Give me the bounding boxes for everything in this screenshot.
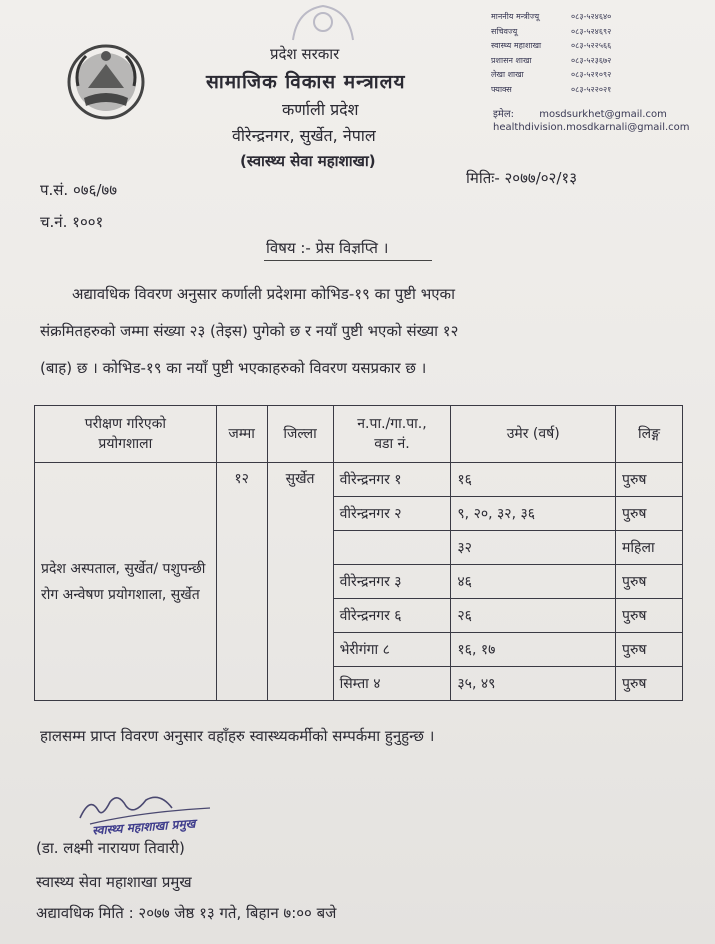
table-row [35,463,683,497]
age-cell: २६ [451,599,616,633]
paragraph-line: अद्यावधिक विवरण अनुसार कर्णाली प्रदेशमा कोभिड-१९ का पुष्टी भएका [72,285,455,303]
gender-cell: पुरुष [616,599,683,633]
government-title: प्रदेश सरकार [270,45,340,63]
ministry-title: सामाजिक विकास मन्त्रालय [206,71,406,93]
dispatch-number: च.नं. १००१ [40,213,104,231]
contact-row: प्रशासन शाखा ०८३-५२३६७२ [491,55,612,65]
ward-cell: वीरेन्द्रनगर २ [333,497,451,531]
lab-cell: प्रदेश अस्पताल, सुर्खेत/ पशुपन्छी रोग अन्वेषण प्रयोगशाला, सुर्खेत [35,463,217,701]
contact-row: फ्याक्स ०८३-५२२०२१ [491,84,612,94]
header-age: उमेर (वर्ष) [451,406,616,463]
header-ward: न.पा./गा.पा., वडा नं. [333,406,451,463]
email-2: healthdivision.mosdkarnali@gmail.com [493,122,690,133]
gender-cell: पुरुष [616,667,683,701]
paragraph-line: संक्रमितहरुको जम्मा संख्या २३ (तेइस) पुगेको छ र नयाँ पुष्टी भएको संख्या १२ [40,322,459,340]
ward-cell: भेरीगंगा ८ [333,633,451,667]
gender-cell: पुरुष [616,497,683,531]
contact-list [491,10,611,98]
gender-cell: पुरुष [616,565,683,599]
age-cell: ४६ [451,565,616,599]
header-lab: परीक्षण गरिएको प्रयोगशाला [35,406,217,463]
issue-date: मितिः- २०७७/०२/१३ [466,169,578,187]
gender-cell: पुरुष [616,463,683,497]
province-name: कर्णाली प्रदेश [282,100,359,119]
contact-row: स्वास्थ्य महाशाखा ०८३-५२२५६६ [491,41,612,51]
email-label: इमेल: [493,109,515,120]
email-primary [493,106,667,120]
contact-status-note: हालसम्म प्राप्त विवरण अनुसार वहाँहरु स्वास्थ्यकर्मीको सम्पर्कमा हुनुहुन्छ । [40,727,435,745]
gender-cell: महिला [616,531,683,565]
contact-row: माननीय मन्त्रीज्यू ०८३-५२४६४० [491,12,612,21]
updated-date: अद्यावधिक मिति : २०७७ जेष्ठ १३ गते, बिहान ७:०० बजे [36,904,337,922]
ward-cell: वीरेन्द्रनगर ३ [333,565,451,599]
subject-underline [264,260,432,261]
age-cell: ३२ [451,531,616,565]
age-cell: ९, २०, ३२, ३६ [451,497,616,531]
ward-cell: वीरेन्द्रनगर ६ [333,599,451,633]
office-address: वीरेन्द्रनगर, सुर्खेत, नेपाल [232,126,376,145]
nepal-emblem-icon [64,38,148,122]
signature-stamp-title: स्वास्थ्य महाशाखा प्रमुख [91,816,196,838]
signatory-name: (डा. लक्ष्मी नारायण तिवारी) [36,839,185,857]
contact-row: सचिवज्यू ०८३-५२४६९२ [491,26,612,36]
subject-heading: विषय :- प्रेस विज्ञप्ति । [266,239,389,257]
district-cell: सुर्खेत [267,463,333,701]
email-1: mosdsurkhet@gmail.com [539,109,667,120]
contact-row: लेखा शाखा ०८३-५२१०९२ [491,70,612,80]
total-cell: १२ [216,463,267,701]
signatory-post: स्वास्थ्य सेवा महाशाखा प्रमुख [36,873,192,891]
age-cell: १६, १७ [451,633,616,667]
gender-cell: पुरुष [616,633,683,667]
body-paragraph [40,276,690,387]
header-gender: लिङ्ग [616,406,683,463]
ward-cell [333,531,451,565]
ward-cell: सिम्ता ४ [333,667,451,701]
age-cell: ३५, ४९ [451,667,616,701]
faded-stamp-icon [283,0,363,46]
division-name: (स्वास्थ्य सेवा महाशाखा) [240,152,376,170]
table-header-row [35,406,683,463]
cases-table [34,405,683,701]
age-cell: १६ [451,463,616,497]
header-district: जिल्ला [267,406,333,463]
ward-cell: वीरेन्द्रनगर १ [333,463,451,497]
header-total: जम्मा [216,406,267,463]
reference-number: प.सं. ०७६/७७ [40,181,118,199]
paragraph-line: (बाह) छ । कोभिड-१९ का नयाँ पुष्टी भएकाहरुको विवरण यसप्रकार छ । [40,359,427,377]
